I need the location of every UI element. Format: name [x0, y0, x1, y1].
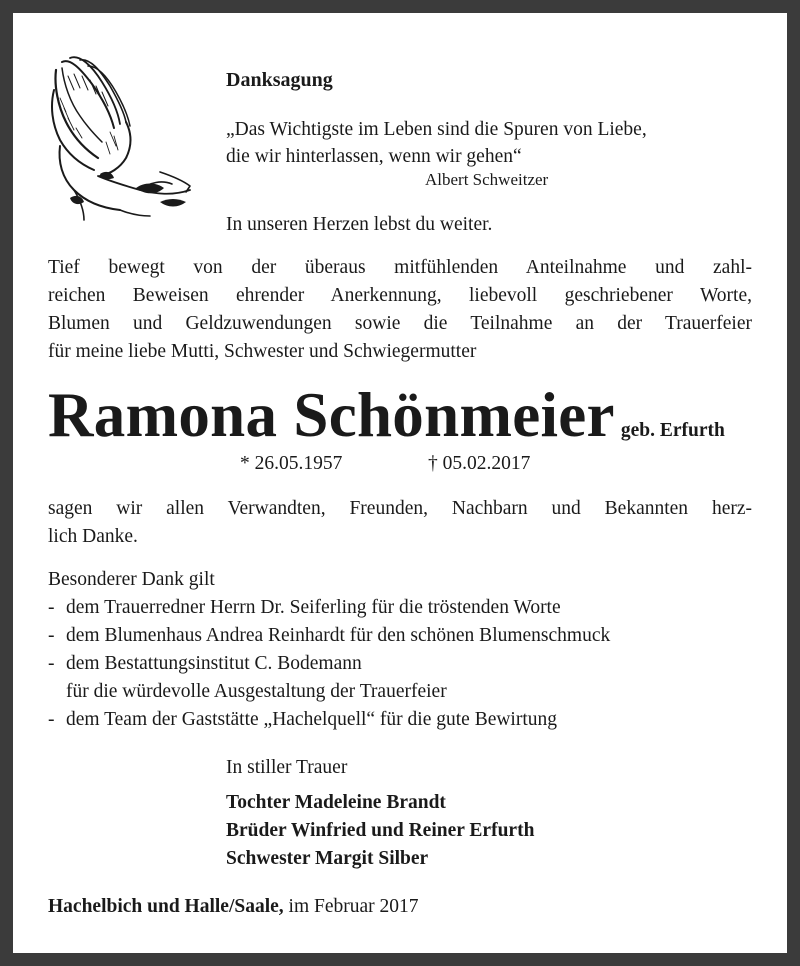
list-item-text: dem Team der Gaststätte „Hachelquell“ für die gute Bewirtung — [66, 709, 558, 730]
mourner-name: Tochter Madeleine Brandt — [226, 792, 446, 813]
list-dash: - — [48, 709, 55, 730]
praying-hands-icon — [40, 50, 200, 222]
quote-author: Albert Schweitzer — [425, 170, 549, 189]
list-dash: - — [48, 597, 55, 618]
birth-date: * 26.05.1957 — [240, 453, 343, 474]
motto: In unseren Herzen lebst du weiter. — [226, 214, 493, 235]
mourning-intro: In stiller Trauer — [226, 757, 348, 778]
list-item-text: für die würdevolle Ausgestaltung der Trauerfeier — [66, 681, 447, 702]
mourner-name: Brüder Winfried und Reiner Erfurth — [226, 820, 535, 841]
footer-place: Hachelbich und Halle/Saale, — [48, 896, 284, 917]
birth-name: geb. Erfurth — [620, 420, 725, 441]
list-dash: - — [48, 625, 55, 646]
list-item — [48, 650, 610, 678]
intro-line: Tief bewegt von der überaus mitfühlenden Anteilnahme und zahl- — [48, 257, 752, 278]
special-thanks-intro: Besonderer Dank gilt — [48, 569, 215, 590]
quote-line-2: die wir hinterlassen, wenn wir gehen“ — [226, 146, 522, 167]
list-item-continuation — [48, 678, 610, 706]
list-item-text: dem Blumenhaus Andrea Reinhardt für den schönen Blumenschmuck — [66, 625, 611, 646]
deceased-name-line — [48, 380, 725, 450]
footer — [48, 893, 419, 921]
list-item — [48, 594, 610, 622]
thanks-line: sagen wir allen Verwandten, Freunden, Nachbarn und Bekannten herz- — [48, 498, 752, 519]
list-dash: - — [48, 653, 55, 674]
intro-paragraph — [48, 254, 752, 366]
list-item — [48, 706, 610, 734]
list-item-text: dem Bestattungsinstitut C. Bodemann — [66, 653, 362, 674]
thanks-line: lich Danke. — [48, 526, 138, 547]
list-item — [48, 622, 610, 650]
special-thanks-list — [48, 594, 610, 734]
mourner-name: Schwester Margit Silber — [226, 848, 429, 869]
intro-line: für meine liebe Mutti, Schwester und Schwiegermutter — [48, 341, 477, 362]
heading: Danksagung — [226, 69, 333, 91]
quote-line-1: „Das Wichtigste im Leben sind die Spuren von Liebe, — [226, 119, 647, 140]
intro-line: reichen Beweisen ehrender Anerkennung, liebevoll geschriebener Worte, — [48, 285, 752, 306]
thanks-paragraph — [48, 495, 752, 551]
list-item-text: dem Trauerredner Herrn Dr. Seiferling für die tröstenden Worte — [66, 597, 561, 618]
death-date: † 05.02.2017 — [428, 453, 531, 474]
deceased-name: Ramona Schönmeier — [48, 380, 615, 450]
footer-date: im Februar 2017 — [288, 896, 419, 917]
intro-line: Blumen und Geldzuwendungen sowie die Teilnahme an der Trauerfeier — [48, 313, 752, 334]
